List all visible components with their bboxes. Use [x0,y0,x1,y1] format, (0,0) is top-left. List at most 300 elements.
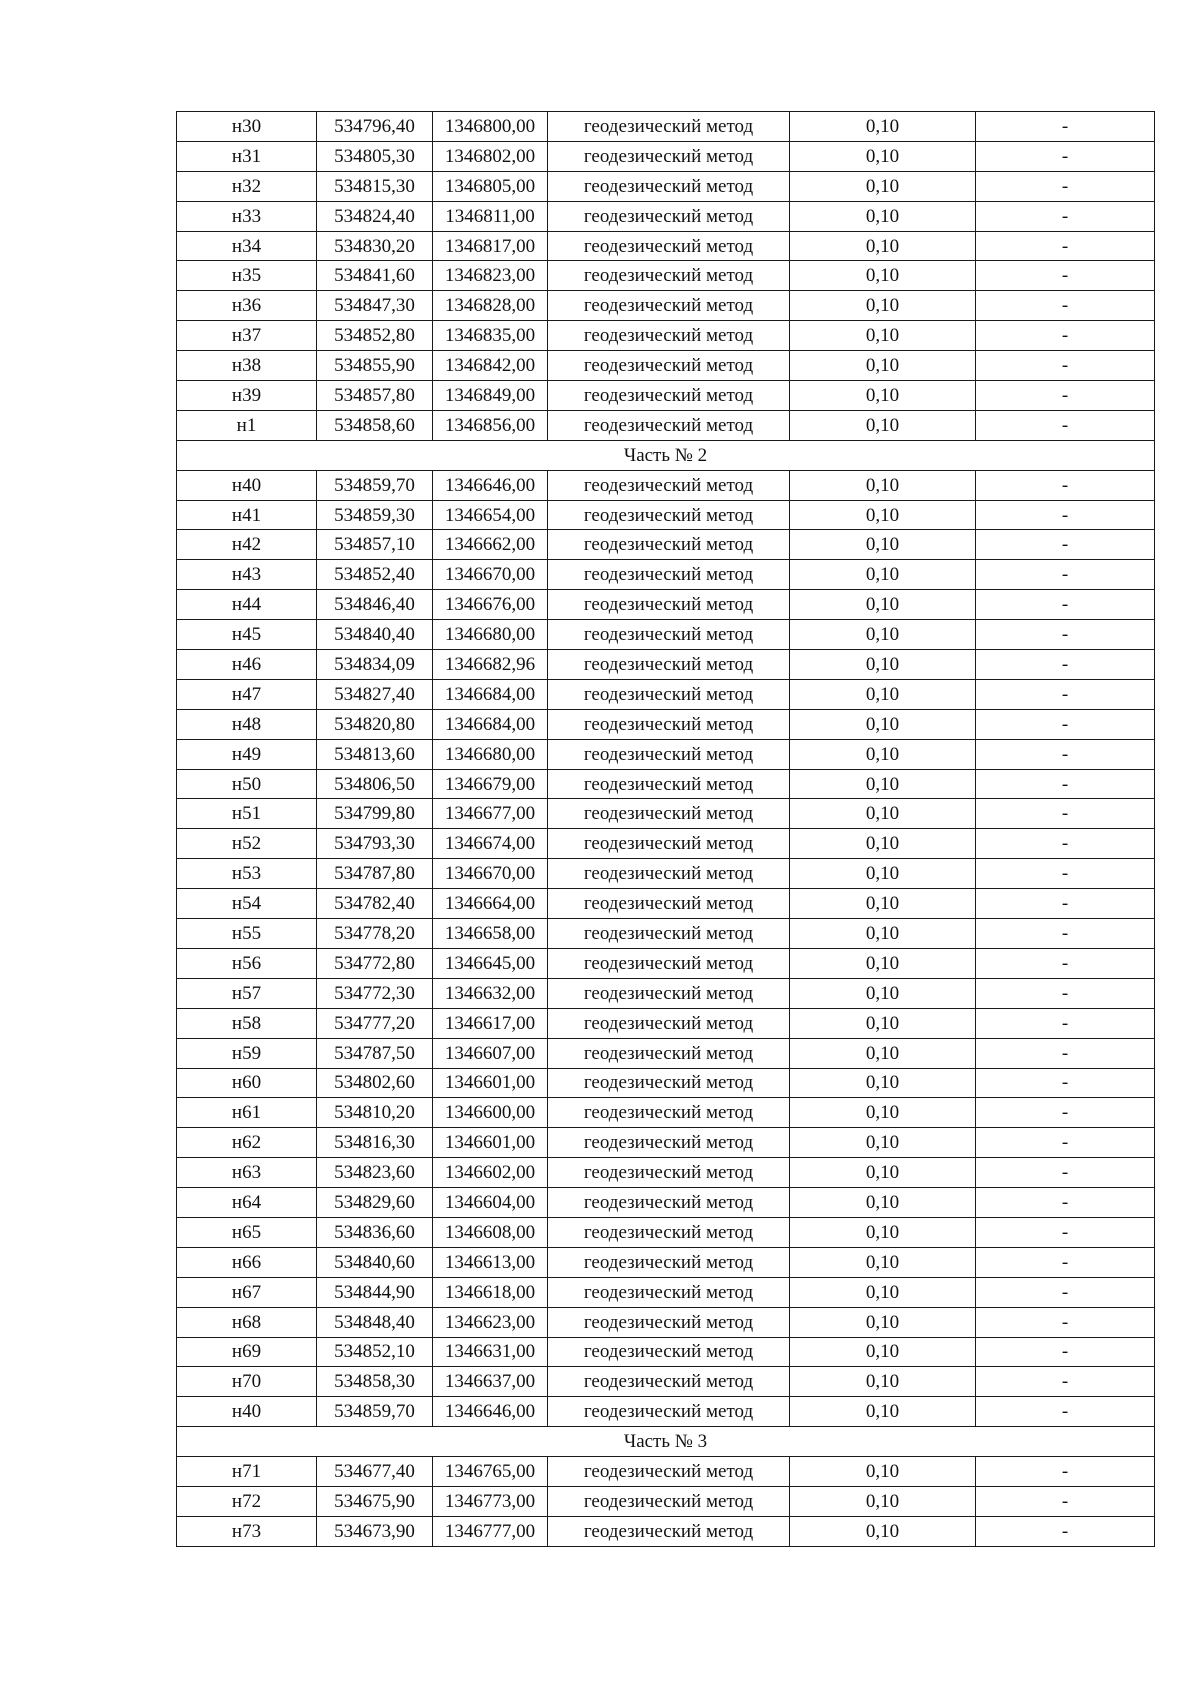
y-coordinate-cell: 1346670,00 [433,560,548,590]
coordinates-table [176,111,1155,1547]
point-name-cell: н50 [177,769,317,799]
method-cell: геодезический метод [548,112,790,142]
y-coordinate-cell: 1346676,00 [433,590,548,620]
table-row [177,1516,1155,1546]
accuracy-cell: 0,10 [790,739,976,769]
dash-cell: - [976,1158,1155,1188]
dash-cell: - [976,141,1155,171]
y-coordinate-cell: 1346777,00 [433,1516,548,1546]
x-coordinate-cell: 534787,80 [317,859,433,889]
section-header-row [177,1427,1155,1457]
table-row [177,410,1155,440]
point-name-cell: н40 [177,1397,317,1427]
method-cell: геодезический метод [548,1397,790,1427]
x-coordinate-cell: 534793,30 [317,829,433,859]
y-coordinate-cell: 1346679,00 [433,769,548,799]
point-name-cell: н42 [177,530,317,560]
table-row [177,1128,1155,1158]
accuracy-cell: 0,10 [790,769,976,799]
dash-cell: - [976,530,1155,560]
table-row [177,1457,1155,1487]
dash-cell: - [976,1486,1155,1516]
y-coordinate-cell: 1346835,00 [433,321,548,351]
method-cell: геодезический метод [548,739,790,769]
y-coordinate-cell: 1346601,00 [433,1068,548,1098]
accuracy-cell: 0,10 [790,1516,976,1546]
y-coordinate-cell: 1346637,00 [433,1367,548,1397]
x-coordinate-cell: 534858,30 [317,1367,433,1397]
dash-cell: - [976,709,1155,739]
dash-cell: - [976,1247,1155,1277]
accuracy-cell: 0,10 [790,829,976,859]
table-row [177,291,1155,321]
table-row [177,1397,1155,1427]
point-name-cell: н38 [177,351,317,381]
accuracy-cell: 0,10 [790,1337,976,1367]
dash-cell: - [976,1337,1155,1367]
accuracy-cell: 0,10 [790,650,976,680]
y-coordinate-cell: 1346674,00 [433,829,548,859]
table-row [177,112,1155,142]
x-coordinate-cell: 534855,90 [317,351,433,381]
dash-cell: - [976,919,1155,949]
x-coordinate-cell: 534859,70 [317,470,433,500]
point-name-cell: н35 [177,261,317,291]
accuracy-cell: 0,10 [790,919,976,949]
accuracy-cell: 0,10 [790,709,976,739]
point-name-cell: н37 [177,321,317,351]
x-coordinate-cell: 534772,30 [317,978,433,1008]
x-coordinate-cell: 534846,40 [317,590,433,620]
accuracy-cell: 0,10 [790,1397,976,1427]
point-name-cell: н59 [177,1038,317,1068]
table-row [177,1307,1155,1337]
y-coordinate-cell: 1346664,00 [433,889,548,919]
y-coordinate-cell: 1346602,00 [433,1158,548,1188]
dash-cell: - [976,1128,1155,1158]
dash-cell: - [976,1008,1155,1038]
point-name-cell: н1 [177,410,317,440]
x-coordinate-cell: 534830,20 [317,231,433,261]
x-coordinate-cell: 534836,60 [317,1217,433,1247]
point-name-cell: н57 [177,978,317,1008]
x-coordinate-cell: 534796,40 [317,112,433,142]
y-coordinate-cell: 1346631,00 [433,1337,548,1367]
y-coordinate-cell: 1346684,00 [433,679,548,709]
dash-cell: - [976,470,1155,500]
table-row [177,1337,1155,1367]
x-coordinate-cell: 534815,30 [317,171,433,201]
point-name-cell: н47 [177,679,317,709]
accuracy-cell: 0,10 [790,620,976,650]
method-cell: геодезический метод [548,201,790,231]
accuracy-cell: 0,10 [790,1038,976,1068]
x-coordinate-cell: 534787,50 [317,1038,433,1068]
y-coordinate-cell: 1346617,00 [433,1008,548,1038]
method-cell: геодезический метод [548,500,790,530]
x-coordinate-cell: 534848,40 [317,1307,433,1337]
accuracy-cell: 0,10 [790,859,976,889]
accuracy-cell: 0,10 [790,1486,976,1516]
accuracy-cell: 0,10 [790,1188,976,1218]
dash-cell: - [976,1188,1155,1218]
accuracy-cell: 0,10 [790,410,976,440]
table-row [177,470,1155,500]
point-name-cell: н61 [177,1098,317,1128]
dash-cell: - [976,112,1155,142]
accuracy-cell: 0,10 [790,1457,976,1487]
point-name-cell: н31 [177,141,317,171]
point-name-cell: н43 [177,560,317,590]
section-title: Часть № 2 [177,440,1155,470]
point-name-cell: н52 [177,829,317,859]
dash-cell: - [976,1277,1155,1307]
point-name-cell: н49 [177,739,317,769]
dash-cell: - [976,978,1155,1008]
accuracy-cell: 0,10 [790,978,976,1008]
dash-cell: - [976,679,1155,709]
method-cell: геодезический метод [548,321,790,351]
dash-cell: - [976,948,1155,978]
y-coordinate-cell: 1346817,00 [433,231,548,261]
x-coordinate-cell: 534852,80 [317,321,433,351]
accuracy-cell: 0,10 [790,1217,976,1247]
coordinates-table-body [177,112,1155,1547]
y-coordinate-cell: 1346682,96 [433,650,548,680]
point-name-cell: н40 [177,470,317,500]
table-row [177,201,1155,231]
table-row [177,1188,1155,1218]
accuracy-cell: 0,10 [790,141,976,171]
dash-cell: - [976,1367,1155,1397]
section-header-row [177,440,1155,470]
dash-cell: - [976,799,1155,829]
dash-cell: - [976,1217,1155,1247]
x-coordinate-cell: 534829,60 [317,1188,433,1218]
y-coordinate-cell: 1346646,00 [433,1397,548,1427]
method-cell: геодезический метод [548,1068,790,1098]
dash-cell: - [976,1307,1155,1337]
point-name-cell: н65 [177,1217,317,1247]
x-coordinate-cell: 534858,60 [317,410,433,440]
accuracy-cell: 0,10 [790,530,976,560]
y-coordinate-cell: 1346607,00 [433,1038,548,1068]
table-row [177,799,1155,829]
method-cell: геодезический метод [548,1128,790,1158]
x-coordinate-cell: 534810,20 [317,1098,433,1128]
y-coordinate-cell: 1346662,00 [433,530,548,560]
point-name-cell: н30 [177,112,317,142]
table-row [177,261,1155,291]
table-row [177,1277,1155,1307]
table-row [177,321,1155,351]
table-row [177,1068,1155,1098]
dash-cell: - [976,829,1155,859]
table-row [177,500,1155,530]
accuracy-cell: 0,10 [790,470,976,500]
x-coordinate-cell: 534834,09 [317,650,433,680]
accuracy-cell: 0,10 [790,171,976,201]
method-cell: геодезический метод [548,231,790,261]
y-coordinate-cell: 1346800,00 [433,112,548,142]
x-coordinate-cell: 534778,20 [317,919,433,949]
point-name-cell: н70 [177,1367,317,1397]
y-coordinate-cell: 1346645,00 [433,948,548,978]
method-cell: геодезический метод [548,1247,790,1277]
method-cell: геодезический метод [548,530,790,560]
dash-cell: - [976,321,1155,351]
x-coordinate-cell: 534813,60 [317,739,433,769]
table-row [177,859,1155,889]
x-coordinate-cell: 534852,40 [317,560,433,590]
method-cell: геодезический метод [548,1188,790,1218]
dash-cell: - [976,590,1155,620]
x-coordinate-cell: 534673,90 [317,1516,433,1546]
x-coordinate-cell: 534823,60 [317,1158,433,1188]
method-cell: геодезический метод [548,291,790,321]
table-row [177,381,1155,411]
y-coordinate-cell: 1346842,00 [433,351,548,381]
y-coordinate-cell: 1346811,00 [433,201,548,231]
method-cell: геодезический метод [548,679,790,709]
table-row [177,171,1155,201]
x-coordinate-cell: 534847,30 [317,291,433,321]
table-row [177,948,1155,978]
method-cell: геодезический метод [548,351,790,381]
x-coordinate-cell: 534857,10 [317,530,433,560]
dash-cell: - [976,171,1155,201]
point-name-cell: н34 [177,231,317,261]
x-coordinate-cell: 534852,10 [317,1337,433,1367]
accuracy-cell: 0,10 [790,889,976,919]
accuracy-cell: 0,10 [790,1008,976,1038]
y-coordinate-cell: 1346805,00 [433,171,548,201]
x-coordinate-cell: 534772,80 [317,948,433,978]
method-cell: геодезический метод [548,948,790,978]
dash-cell: - [976,620,1155,650]
point-name-cell: н46 [177,650,317,680]
accuracy-cell: 0,10 [790,500,976,530]
accuracy-cell: 0,10 [790,1307,976,1337]
method-cell: геодезический метод [548,620,790,650]
point-name-cell: н55 [177,919,317,949]
table-row [177,620,1155,650]
y-coordinate-cell: 1346677,00 [433,799,548,829]
point-name-cell: н67 [177,1277,317,1307]
point-name-cell: н68 [177,1307,317,1337]
y-coordinate-cell: 1346600,00 [433,1098,548,1128]
y-coordinate-cell: 1346604,00 [433,1188,548,1218]
table-row [177,1098,1155,1128]
point-name-cell: н32 [177,171,317,201]
accuracy-cell: 0,10 [790,1247,976,1277]
dash-cell: - [976,1098,1155,1128]
accuracy-cell: 0,10 [790,291,976,321]
dash-cell: - [976,410,1155,440]
accuracy-cell: 0,10 [790,1098,976,1128]
method-cell: геодезический метод [548,560,790,590]
y-coordinate-cell: 1346684,00 [433,709,548,739]
method-cell: геодезический метод [548,1098,790,1128]
x-coordinate-cell: 534859,70 [317,1397,433,1427]
method-cell: геодезический метод [548,859,790,889]
method-cell: геодезический метод [548,978,790,1008]
dash-cell: - [976,381,1155,411]
dash-cell: - [976,1397,1155,1427]
dash-cell: - [976,201,1155,231]
table-row [177,1217,1155,1247]
y-coordinate-cell: 1346802,00 [433,141,548,171]
table-row [177,1486,1155,1516]
y-coordinate-cell: 1346632,00 [433,978,548,1008]
point-name-cell: н69 [177,1337,317,1367]
dash-cell: - [976,231,1155,261]
table-row [177,889,1155,919]
table-row [177,679,1155,709]
y-coordinate-cell: 1346608,00 [433,1217,548,1247]
point-name-cell: н58 [177,1008,317,1038]
y-coordinate-cell: 1346856,00 [433,410,548,440]
x-coordinate-cell: 534777,20 [317,1008,433,1038]
y-coordinate-cell: 1346601,00 [433,1128,548,1158]
method-cell: геодезический метод [548,1277,790,1307]
y-coordinate-cell: 1346680,00 [433,620,548,650]
y-coordinate-cell: 1346658,00 [433,919,548,949]
method-cell: геодезический метод [548,381,790,411]
accuracy-cell: 0,10 [790,679,976,709]
method-cell: геодезический метод [548,650,790,680]
method-cell: геодезический метод [548,799,790,829]
point-name-cell: н48 [177,709,317,739]
table-row [177,1038,1155,1068]
accuracy-cell: 0,10 [790,948,976,978]
method-cell: геодезический метод [548,1457,790,1487]
dash-cell: - [976,650,1155,680]
y-coordinate-cell: 1346646,00 [433,470,548,500]
dash-cell: - [976,291,1155,321]
table-row [177,351,1155,381]
accuracy-cell: 0,10 [790,590,976,620]
point-name-cell: н64 [177,1188,317,1218]
y-coordinate-cell: 1346823,00 [433,261,548,291]
dash-cell: - [976,769,1155,799]
method-cell: геодезический метод [548,1038,790,1068]
accuracy-cell: 0,10 [790,560,976,590]
method-cell: геодезический метод [548,1337,790,1367]
x-coordinate-cell: 534827,40 [317,679,433,709]
method-cell: геодезический метод [548,829,790,859]
section-title: Часть № 3 [177,1427,1155,1457]
accuracy-cell: 0,10 [790,1158,976,1188]
y-coordinate-cell: 1346618,00 [433,1277,548,1307]
method-cell: геодезический метод [548,470,790,500]
accuracy-cell: 0,10 [790,231,976,261]
table-row [177,650,1155,680]
point-name-cell: н53 [177,859,317,889]
dash-cell: - [976,1038,1155,1068]
y-coordinate-cell: 1346670,00 [433,859,548,889]
x-coordinate-cell: 534857,80 [317,381,433,411]
table-row [177,231,1155,261]
accuracy-cell: 0,10 [790,1128,976,1158]
table-row [177,1247,1155,1277]
x-coordinate-cell: 534799,80 [317,799,433,829]
table-row [177,978,1155,1008]
accuracy-cell: 0,10 [790,351,976,381]
method-cell: геодезический метод [548,1516,790,1546]
x-coordinate-cell: 534675,90 [317,1486,433,1516]
y-coordinate-cell: 1346773,00 [433,1486,548,1516]
x-coordinate-cell: 534820,80 [317,709,433,739]
method-cell: геодезический метод [548,1367,790,1397]
method-cell: геодезический метод [548,590,790,620]
point-name-cell: н36 [177,291,317,321]
x-coordinate-cell: 534782,40 [317,889,433,919]
x-coordinate-cell: 534844,90 [317,1277,433,1307]
method-cell: геодезический метод [548,1158,790,1188]
method-cell: геодезический метод [548,171,790,201]
x-coordinate-cell: 534677,40 [317,1457,433,1487]
method-cell: геодезический метод [548,1008,790,1038]
y-coordinate-cell: 1346765,00 [433,1457,548,1487]
accuracy-cell: 0,10 [790,381,976,411]
table-row [177,829,1155,859]
table-row [177,919,1155,949]
point-name-cell: н41 [177,500,317,530]
table-row [177,1158,1155,1188]
point-name-cell: н54 [177,889,317,919]
dash-cell: - [976,560,1155,590]
y-coordinate-cell: 1346654,00 [433,500,548,530]
method-cell: геодезический метод [548,141,790,171]
y-coordinate-cell: 1346623,00 [433,1307,548,1337]
method-cell: геодезический метод [548,919,790,949]
dash-cell: - [976,739,1155,769]
y-coordinate-cell: 1346849,00 [433,381,548,411]
method-cell: геодезический метод [548,1486,790,1516]
point-name-cell: н39 [177,381,317,411]
dash-cell: - [976,859,1155,889]
table-row [177,590,1155,620]
x-coordinate-cell: 534806,50 [317,769,433,799]
y-coordinate-cell: 1346828,00 [433,291,548,321]
table-row [177,1367,1155,1397]
table-row [177,560,1155,590]
method-cell: геодезический метод [548,769,790,799]
x-coordinate-cell: 534840,60 [317,1247,433,1277]
dash-cell: - [976,889,1155,919]
accuracy-cell: 0,10 [790,321,976,351]
x-coordinate-cell: 534824,40 [317,201,433,231]
point-name-cell: н62 [177,1128,317,1158]
method-cell: геодезический метод [548,410,790,440]
table-row [177,530,1155,560]
x-coordinate-cell: 534841,60 [317,261,433,291]
x-coordinate-cell: 534840,40 [317,620,433,650]
point-name-cell: н63 [177,1158,317,1188]
point-name-cell: н45 [177,620,317,650]
point-name-cell: н72 [177,1486,317,1516]
dash-cell: - [976,351,1155,381]
accuracy-cell: 0,10 [790,201,976,231]
dash-cell: - [976,500,1155,530]
table-row [177,739,1155,769]
dash-cell: - [976,261,1155,291]
point-name-cell: н60 [177,1068,317,1098]
method-cell: геодезический метод [548,709,790,739]
accuracy-cell: 0,10 [790,1068,976,1098]
accuracy-cell: 0,10 [790,261,976,291]
